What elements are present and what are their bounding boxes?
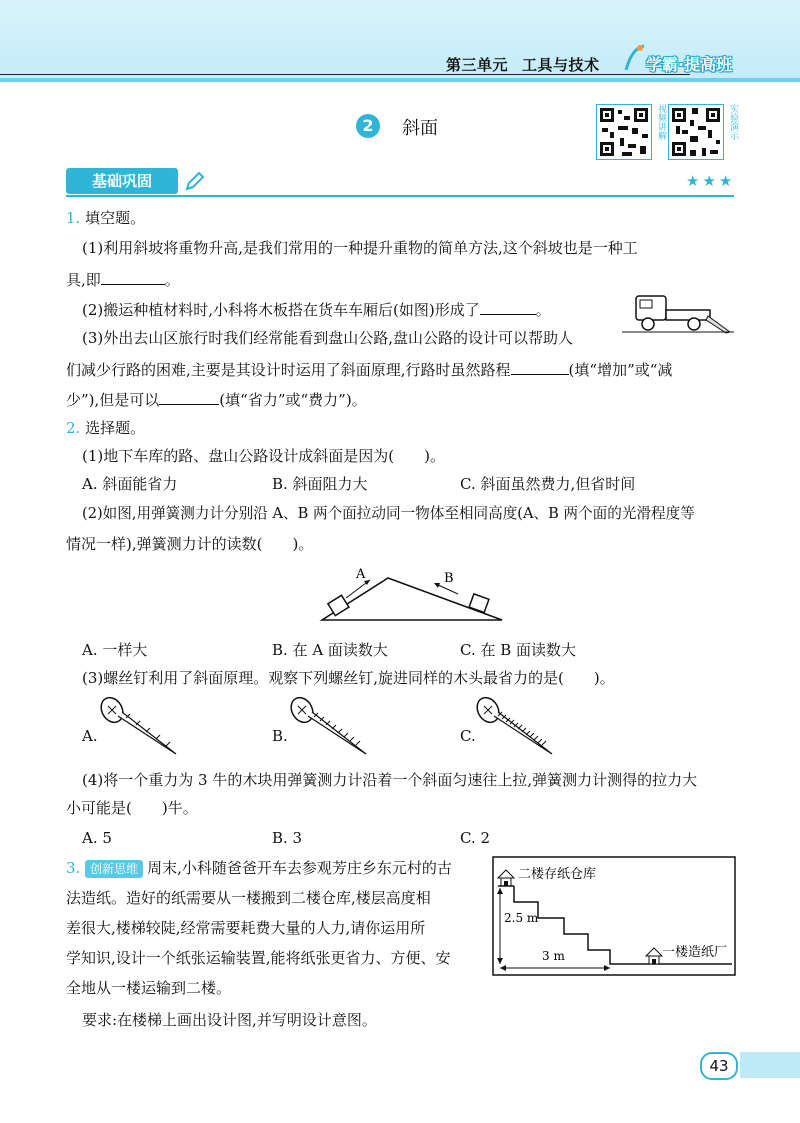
pencil-icon	[184, 170, 206, 192]
question-number: 1.	[66, 209, 81, 227]
screw-b-icon[interactable]	[288, 694, 372, 758]
text: 。	[535, 301, 551, 319]
question-3-line1	[66, 858, 452, 878]
option-a[interactable]: A. 一样大	[82, 641, 148, 659]
option-a[interactable]: A. 5	[82, 829, 112, 847]
question-title: 填空题。	[85, 209, 146, 227]
answer-blank[interactable]	[159, 388, 219, 405]
question-2-heading	[66, 418, 145, 438]
lesson-title: 斜面	[402, 118, 438, 139]
screw-c-icon[interactable]	[474, 694, 558, 758]
text: (填“省力”或“费力”)。	[219, 391, 367, 409]
lesson-number-badge: 2	[356, 114, 380, 138]
incline-figure	[312, 560, 512, 626]
brand-name: 学霸·提高班	[646, 55, 733, 74]
option-c[interactable]: C. 2	[460, 829, 491, 847]
unit-label: 第三单元	[446, 56, 509, 74]
question-3-line2: 法造纸。造好的纸需要从一楼搬到二楼仓库,楼层高度相	[66, 889, 431, 907]
option-a[interactable]: A.	[82, 727, 98, 745]
q2-sub4-line2: 小可能是( )牛。	[66, 799, 198, 817]
question-3-line3: 差很大,楼梯较陡,经常需要耗费大量的人力,请你运用所	[66, 919, 426, 937]
text: 周末,小科随爸爸开车去参观芳庄乡东元村的古	[147, 859, 452, 877]
text: 。	[164, 271, 180, 289]
q1-part2	[82, 298, 551, 320]
innovation-tag: 创新思维	[85, 860, 143, 878]
q2-sub3: (3)螺丝钉利用了斜面原理。观察下列螺丝钉,旋进同样的木头最省力的是( )。	[82, 669, 615, 687]
text: 们减少行路的困难,主要是其设计时运用了斜面原理,行路时虽然路程	[66, 361, 511, 379]
question-number: 2.	[66, 419, 81, 437]
topic-label: 工具与技术	[522, 56, 600, 74]
option-b[interactable]: B. 在 A 面读数大	[272, 641, 388, 659]
unit-title	[446, 54, 614, 75]
qr-code-icon[interactable]	[668, 104, 724, 160]
page-tab	[740, 1052, 800, 1078]
qr-label: 实验演示	[728, 104, 738, 140]
q1-part3-line3	[66, 388, 367, 410]
question-title: 选择题。	[85, 419, 146, 437]
q2-sub1: (1)地下车库的路、盘山公路设计成斜面是因为( )。	[82, 447, 445, 465]
page-number: 43	[700, 1052, 738, 1080]
width-label: 3 m	[542, 949, 565, 963]
text: 少”),但是可以	[66, 391, 160, 409]
answer-blank[interactable]	[101, 268, 165, 285]
warehouse-label: 二楼存纸仓库	[518, 867, 597, 882]
section-tag: 基础巩固	[66, 168, 178, 194]
label-a: A	[356, 567, 366, 582]
option-b[interactable]: B. 3	[272, 829, 303, 847]
qr-code-icon[interactable]	[596, 104, 652, 160]
difficulty-stars: ★★★	[686, 172, 736, 190]
qr-label: 视频讲解	[656, 104, 666, 140]
option-c[interactable]: C. 斜面虽然费力,但省时间	[460, 475, 636, 493]
section-rule	[66, 195, 734, 197]
question-3-line4: 学知识,设计一个纸张运输装置,能将纸张更省力、方便、安	[66, 949, 451, 967]
option-b[interactable]: B. 斜面阻力大	[272, 475, 368, 493]
answer-blank[interactable]	[480, 298, 536, 315]
q1-part1-line1: (1)利用斜坡将重物升高,是我们常用的一种提升重物的简单方法,这个斜坡也是一种工	[82, 239, 638, 257]
truck-ramp-figure	[622, 292, 734, 338]
option-a[interactable]: A. 斜面能省力	[82, 475, 178, 493]
question-3-requirement: 要求:在楼梯上画出设计图,并写明设计意图。	[82, 1011, 377, 1029]
text: (2)搬运种植材料时,小科将木板搭在货车车厢后(如图)形成了	[82, 301, 480, 319]
q1-part3-line2	[66, 358, 672, 380]
label-b: B	[444, 571, 454, 586]
question-number: 3.	[66, 859, 81, 877]
q1-part3-line1: (3)外出去山区旅行时我们经常能看到盘山公路,盘山公路的设计可以帮助人	[82, 329, 574, 347]
factory-label: 一楼造纸厂	[662, 945, 728, 960]
option-c[interactable]: C. 在 B 面读数大	[460, 641, 577, 659]
text: (填“增加”或“减	[568, 361, 673, 379]
header-accent-bar	[0, 78, 800, 82]
q2-sub2-line1: (2)如图,用弹簧测力计分别沿 A、B 两个面拉动同一物体至相同高度(A、B 两个面的光滑程度等	[82, 505, 695, 522]
answer-blank[interactable]	[511, 358, 569, 375]
screw-a-icon[interactable]	[98, 694, 182, 758]
option-c[interactable]: C.	[460, 727, 476, 745]
staircase-figure[interactable]	[492, 856, 736, 976]
question-3-line5: 全地从一楼运输到二楼。	[66, 979, 232, 997]
question-1-heading	[66, 208, 145, 228]
height-label: 2.5 m	[504, 911, 539, 925]
q1-part1-line2	[66, 268, 180, 290]
option-b[interactable]: B.	[272, 727, 288, 745]
text: 具,即	[66, 271, 101, 289]
q2-sub4-line1: (4)将一个重力为 3 牛的木块用弹簧测力计沿着一个斜面匀速往上拉,弹簧测力计测得的拉力大	[82, 771, 698, 789]
q2-sub2-line2: 情况一样),弹簧测力计的读数( )。	[66, 535, 314, 553]
